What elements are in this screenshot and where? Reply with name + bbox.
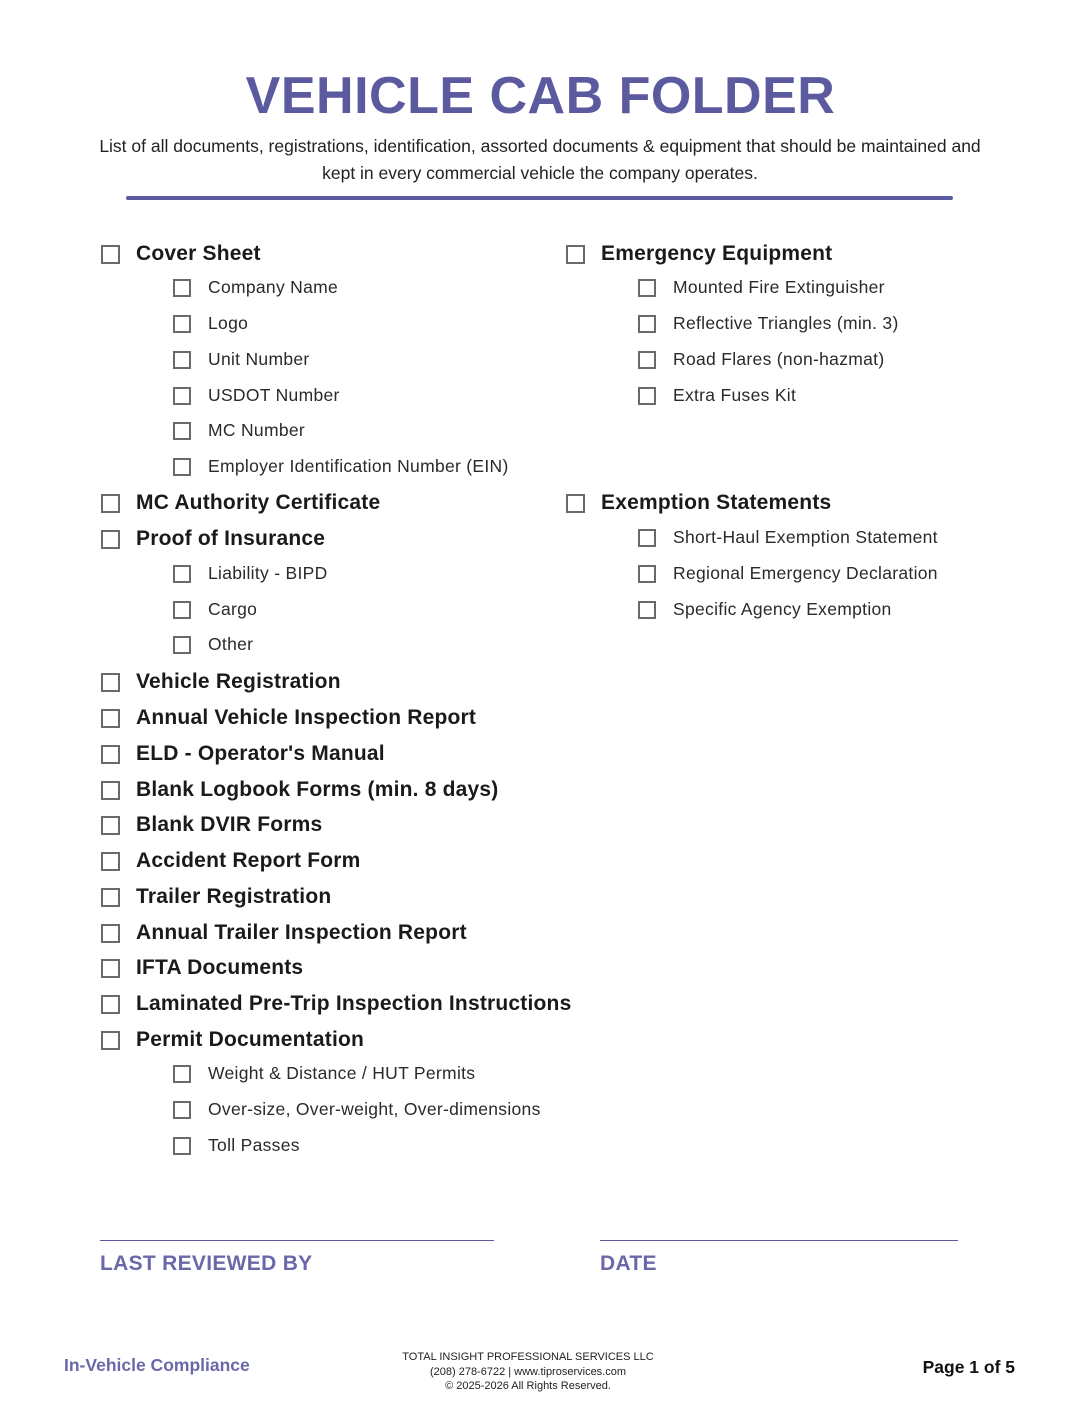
checklist-label: Mounted Fire Extinguisher (673, 277, 885, 297)
checklist-item-6 (638, 527, 938, 548)
page-number: Page 1 of 5 (922, 1357, 1015, 1377)
checklist-label: Regional Emergency Declaration (673, 563, 938, 583)
checklist-item-1 (638, 277, 885, 298)
checklist-section-12 (101, 670, 341, 694)
checklist-label: Other (208, 634, 254, 654)
checklist-label: Logo (208, 313, 249, 333)
checklist-label: Accident Report Form (136, 849, 361, 872)
checklist-section-7 (101, 491, 380, 515)
checklist-label: Vehicle Registration (136, 670, 341, 693)
checklist-label: MC Authority Certificate (136, 491, 381, 514)
checkbox[interactable] (566, 494, 585, 513)
checklist-section-19 (101, 921, 467, 945)
checkbox[interactable] (101, 709, 120, 728)
checkbox[interactable] (173, 565, 191, 583)
footer-section-name: In-Vehicle Compliance (64, 1355, 250, 1375)
checklist-item-3 (173, 349, 310, 370)
checkbox[interactable] (173, 1065, 191, 1083)
checklist-item-6 (173, 456, 509, 477)
checklist-label: Blank Logbook Forms (min. 8 days) (136, 778, 499, 801)
page-title: VEHICLE CAB FOLDER (245, 67, 836, 125)
checklist-label: Unit Number (208, 349, 310, 369)
checklist-label: Extra Fuses Kit (673, 385, 797, 405)
checklist-label: Cargo (208, 599, 258, 619)
checklist-label: Specific Agency Exemption (673, 599, 892, 619)
checkbox[interactable] (173, 422, 191, 440)
checklist-item-4 (173, 385, 340, 406)
checklist-section-18 (101, 885, 331, 909)
checklist-label: IFTA Documents (136, 956, 304, 979)
checklist-item-2 (173, 313, 248, 334)
checkbox[interactable] (566, 245, 585, 264)
checklist-section-15 (101, 778, 498, 802)
checklist-label: Employer Identification Number (EIN) (208, 456, 509, 476)
checkbox[interactable] (173, 458, 191, 476)
reviewed-by-label: LAST REVIEWED BY (100, 1252, 313, 1275)
checkbox[interactable] (173, 601, 191, 619)
checklist-label: Annual Vehicle Inspection Report (136, 706, 477, 729)
checklist-label: Toll Passes (208, 1135, 300, 1155)
checkbox[interactable] (173, 315, 191, 333)
checkbox[interactable] (638, 279, 656, 297)
checkbox[interactable] (173, 1137, 191, 1155)
checklist-section-22 (101, 1028, 364, 1052)
checklist-section-0 (566, 242, 832, 266)
checklist-label: Exemption Statements (601, 491, 832, 514)
checklist-section-0 (101, 242, 261, 266)
checklist-label: Cover Sheet (136, 242, 261, 265)
date-label: DATE (600, 1252, 657, 1275)
checklist-label: Emergency Equipment (601, 242, 833, 265)
checklist-item-8 (638, 599, 892, 620)
checklist-item-10 (173, 599, 257, 620)
checkbox[interactable] (101, 745, 120, 764)
checkbox[interactable] (101, 781, 120, 800)
reviewed-by-line (100, 1240, 494, 1241)
checklist-section-8 (101, 527, 325, 551)
checkbox[interactable] (101, 1031, 120, 1050)
checklist-label: MC Number (208, 420, 306, 440)
checklist-item-2 (638, 313, 899, 334)
checklist-label: Annual Trailer Inspection Report (136, 921, 467, 944)
footer-copyright: © 2025-2026 All Rights Reserved. (445, 1380, 611, 1392)
checkbox[interactable] (101, 494, 120, 513)
checklist-section-13 (101, 706, 476, 730)
checkbox[interactable] (101, 888, 120, 907)
checkbox[interactable] (638, 387, 656, 405)
checklist-label: Road Flares (non-hazmat) (673, 349, 885, 369)
checkbox[interactable] (173, 1101, 191, 1119)
checklist-item-5 (173, 420, 305, 441)
checkbox[interactable] (638, 601, 656, 619)
checkbox[interactable] (101, 995, 120, 1014)
checkbox[interactable] (101, 245, 120, 264)
checklist-label: ELD - Operator's Manual (136, 742, 385, 765)
checklist-section-21 (101, 992, 571, 1016)
checklist-label: Weight & Distance / HUT Permits (208, 1063, 476, 1083)
checkbox[interactable] (101, 673, 120, 692)
footer-company-name: TOTAL INSIGHT PROFESSIONAL SERVICES LLC (402, 1351, 654, 1363)
checklist-item-23 (173, 1063, 475, 1084)
checklist-item-25 (173, 1135, 300, 1156)
checkbox[interactable] (101, 959, 120, 978)
checklist-section-16 (101, 813, 322, 837)
checkbox[interactable] (638, 529, 656, 547)
checklist-label: Short-Haul Exemption Statement (673, 527, 938, 547)
footer-contact: (208) 278-6722 | www.tiproservices.com (429, 1365, 627, 1378)
checklist-label: Laminated Pre-Trip Inspection Instructions (136, 992, 572, 1015)
checkbox[interactable] (173, 279, 191, 297)
checklist-item-24 (173, 1099, 541, 1120)
checklist-section-17 (101, 849, 361, 873)
checklist-label: Blank DVIR Forms (136, 813, 323, 836)
checkbox[interactable] (173, 636, 191, 654)
checklist-label: Liability - BIPD (208, 563, 328, 583)
date-line (600, 1240, 958, 1241)
checkbox[interactable] (101, 852, 120, 871)
checklist-section-14 (101, 742, 385, 766)
checkbox[interactable] (101, 924, 120, 943)
checkbox[interactable] (101, 530, 120, 549)
checklist-section-20 (101, 956, 303, 980)
checklist-label: Over-size, Over-weight, Over-dimensions (208, 1099, 541, 1119)
checklist-item-11 (173, 634, 253, 655)
checklist-item-9 (173, 563, 328, 584)
checklist-item-1 (173, 277, 338, 298)
footer-company-info (340, 1350, 716, 1394)
checklist-label: Company Name (208, 277, 339, 297)
checkbox[interactable] (173, 387, 191, 405)
checklist-label: Reflective Triangles (min. 3) (673, 313, 899, 333)
checklist-label: Permit Documentation (136, 1028, 365, 1051)
header-divider (126, 196, 953, 200)
checkbox[interactable] (638, 315, 656, 333)
checkbox[interactable] (101, 816, 120, 835)
checkbox[interactable] (173, 351, 191, 369)
checkbox[interactable] (638, 351, 656, 369)
checklist-item-4 (638, 385, 796, 406)
checklist-label: USDOT Number (208, 385, 340, 405)
checklist-section-5 (566, 491, 831, 515)
page-subtitle: List of all documents, registrations, identification, assorted documents & equipment that should be maintained and kept in every commercial vehicle the company operates. (99, 136, 981, 183)
checklist-item-3 (638, 349, 884, 370)
checklist-label: Proof of Insurance (136, 527, 326, 550)
checklist-label: Trailer Registration (136, 885, 332, 908)
checklist-item-7 (638, 563, 938, 584)
checkbox[interactable] (638, 565, 656, 583)
